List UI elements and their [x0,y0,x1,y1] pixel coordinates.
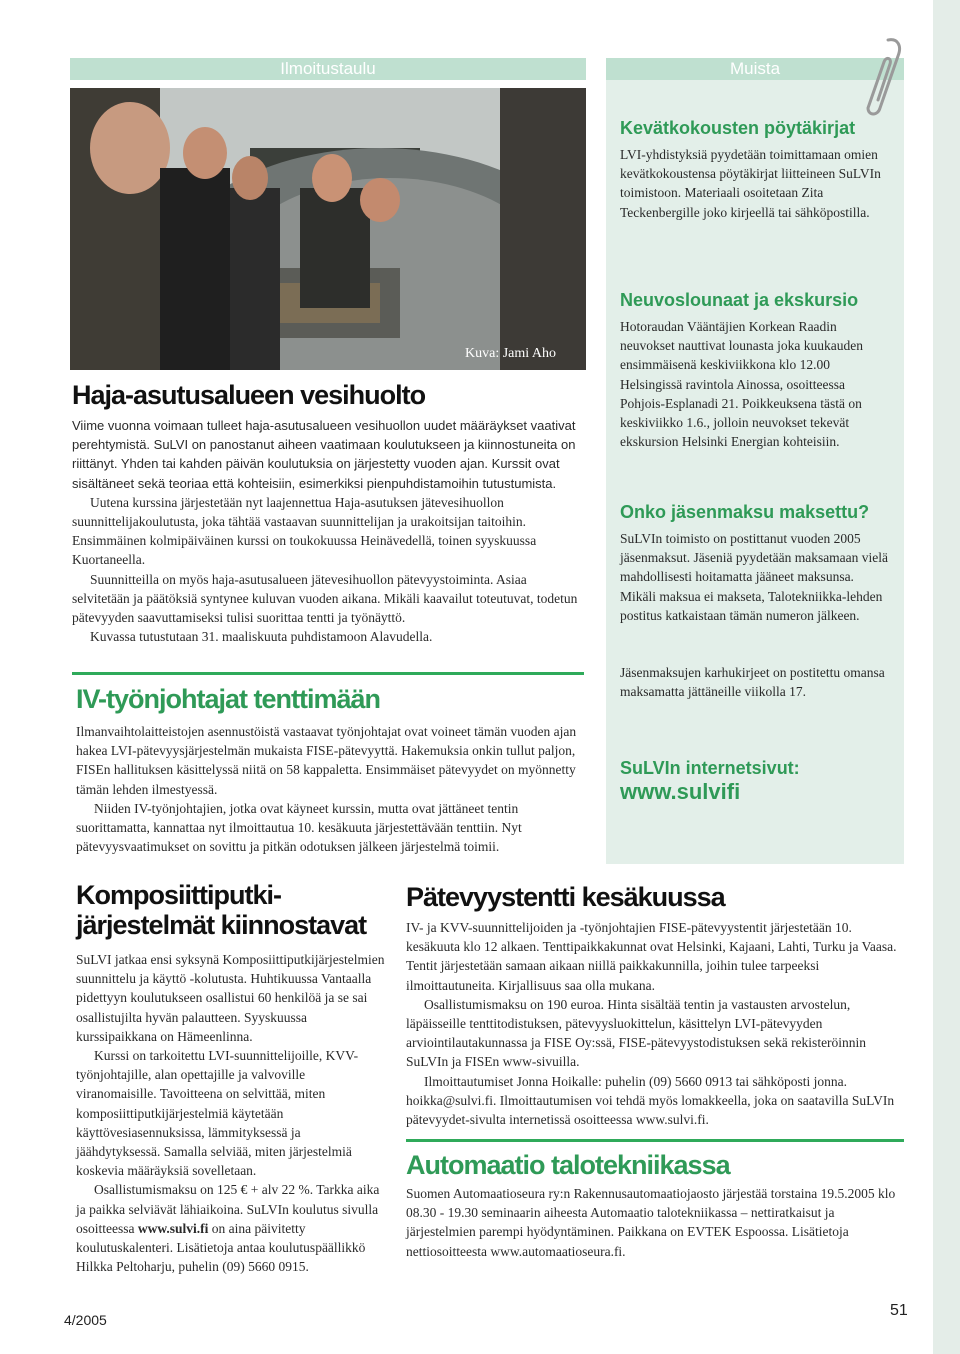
article-paragraph: Niiden IV-työnjohtajien, jotka ovat käyneet kurssin, mutta ovat jättäneet tentin suorittamatta, kannattaa nyt ilmoittautua 10. kesäkuuta järjestettävään tenttiin. Nyt pätevyysvaatimukset on sovittu ja pitkän odotuksen jälkeen järjestelmä toimii. [76,800,522,855]
article-text: on aina päivitetty koulutuskalenteri. Lisätietoja antaa koulutuspäällikkö Hilkka Peltoharju, puhelin (09) 5660 0915. [76,1220,366,1275]
article-paragraph: Suunnitteilla on myös haja-asutusalueen jätevesihuollon pätevyystoiminta. Asiaa selvitetään ja päätöksiä syntynee kuluvan vuoden aikana. Mikäli kaavailut toteutuvat, todetun pätevyyden saavuttamiseksi tulisi suorittaa tentti ja työnäyttö. [72,571,578,626]
article-paragraph: Ilmanvaihtolaitteistojen asennustöistä vastaavat työnjohtajat ovat voineet tämän vuoden ajan hakea LVI-pätevyysjärjestelmän mukaista FISE-pätevyyttä. Hakemuksia onkin tullut paljon, FISEn hallituksen käsittelyssä niitä on 58 kappaletta. Ensimmäiset pätevyydet on myönnetty tämän lehden ilmestyessä. [76,724,577,797]
article-title: Haja-asutusalueen vesihuolto [72,380,426,410]
article-komposiittiputki [76,880,386,1276]
paperclip-icon [858,34,906,120]
photo-image [70,88,586,370]
sidebar-note-title: Onko jäsenmaksu maksettu? [620,502,870,522]
article-title: Automaatio talotekniikassa [406,1150,730,1180]
sidebar-note-body-2: Jäsenmaksujen karhukirjeet on postitettu omansa maksamatta jättäneille viikolla 17. [620,665,885,700]
section-divider [406,1139,904,1142]
article-paragraph: Osallistumismaksu on 190 euroa. Hinta sisältää tentin ja vastausten arvostelun, läpäisseille tenttitodistuksen, pätevyysluokittelun, käsittelyn LVI-pätevyyden arviointilautakunnassa ja FISE Oy:ssä, FISE-pätevyystodistuksen sekä rekisteröinnin SuLVIn ja FISEn www-sivuilla. [406,996,867,1070]
article-paragraph [76,1180,386,1276]
sidebar-note-body: LVI-yhdistyksiä pyydetään toimittamaan omien kevätkokoustensa pöytäkirjat liitteineen SuLVIn toimistoon. Materiaali osoitetaan Zita Teckenbergille joko kirjeellä tai sähköpostilla. [620,147,881,220]
article-paragraph: Kuvassa tutustutaan 31. maaliskuuta puhdistamoon Alavudella. [90,629,433,645]
sidebar-note-title: Neuvoslounaat ja ekskursio [620,290,859,310]
article-title: Pätevyystentti kesäkuussa [406,882,725,912]
section-header-ilmoitustaulu [70,58,586,80]
article-intro: Viime vuonna voimaan tulleet haja-asutusalueen vesihuollon uudet määräykset vaativat perehtymistä. SuLVI on panostanut aiheen vaatimaan koulutukseen ja kiinnostuneita on riittänyt. Yhden tai kahden päivän koulutuksia on järjestetty vuoden ajan. Kurssit ovat sisältäneet sekä teoriaa että kohteisiin, esimerkiksi pienpuhdistamoihin tutustumista. [72,418,576,491]
page-edge-strip [933,0,960,1354]
sidebar-header-label: Muista [606,58,904,80]
web-url-link[interactable]: www.sulvifi [620,779,741,804]
sidebar-muista [606,58,904,864]
photo-puhdistamo [70,88,586,370]
section-header-label: Ilmoitustaulu [280,59,376,78]
article-paragraph: Ilmoittautumiset Jonna Hoikalle: puhelin (09) 5660 0913 tai sähköposti jonna. hoikka@sulvi.fi. Ilmoittautumisen voi tehdä myös lomakkeella, joka on saatavilla SuLVIn pätevyydet-sivulta internetissä osoitteessa www.sulvi.fi. [406,1073,895,1128]
issue-number: 4/2005 [64,1312,107,1328]
article-paragraph: Uutena kurssina järjestetään nyt laajennettua Haja-asutuksen jätevesihuollon suunnittelijakoulutusta, joka tähtää vastaavan suunnittelijan ja urakoitsijan taitoihin. Ensimmäinen kolmipäiväinen kurssi on toukokuussa Heinävedellä, toinen syyskuussa Kuortaneella. [72,494,537,568]
sulvi-link[interactable]: www.sulvi.fi [137,1220,209,1236]
sidebar-note-body: SuLVIn toimisto on postittanut vuoden 2005 jäsenmaksut. Jäseniä pyydetään maksamaan vielä mahdollisesti hoitamatta jääneet maksunsa. Mikäli maksua ei makseta, Talotekniikka-lehden postitus katkaistaan tämän numeron jälkeen. [620,531,889,623]
article-paragraph: IV- ja KVV-suunnittelijoiden ja -työnjohtajien FISE-pätevyystentit järjestetään 10. kesäkuuta klo 12 alkaen. Tenttipaikkakunnat ovat Helsinki, Kajaani, Lahti, Turku ja Vaasa. Tentit järjestetään samaan aikaan niillä paikkakunnilla, joihin tulee tarpeeksi ilmoittautuneita. Kirjallisuus saa olla mukana. [406,920,897,993]
photo-credit: Kuva: Jami Aho [465,346,556,361]
article-iv-tyonjohtajat [76,684,586,856]
sidebar-note-body: Hotoraudan Vääntäjien Korkean Raadin neuvokset nauttivat lounasta joka kuukauden ensimmäisenä keskiviikkona klo 12.00 Helsingissä ravintola Ainossa, osoitteessa Pohjois-Esplanadi 21. Poikkeuksena tästä on keskiviikko 1.6., jolloin neuvokset tekevät ekskursion Helsinki Energian kohteisiin. [620,319,863,450]
web-label: SuLVIn internetsivut: [620,758,800,778]
article-patevyystentti [406,882,904,1129]
article-paragraph: Suomen Automaatioseura ry:n Rakennusautomaatiojaosto järjestää torstaina 19.5.2005 klo 08.30 - 19.30 seminaarin aiheesta Automaatio talotekniikassa – nettiratkaisut ja järjestelmien parempi hyödyntäminen. Paikkana on EVTEK Espoossa. Lisätietoja nettiosoitteesta www.automaatioseura.fi. [406,1186,896,1259]
page-number: 51 [890,1302,908,1319]
article-automaatio [406,1150,904,1261]
sidebar-note-jasenmaksu [620,502,892,701]
article-paragraph: Kurssi on tarkoitettu LVI-suunnittelijoille, KVV-työnjohtajille, alan opettajille ja valvoville viranomaisille. Tavoitteena on selvittää, miten komposiittiputkijärjestelmiä käytetään käyttövesiasennuksissa, lämmityksessä ja jäähdytyksessä. Samalla selviää, miten järjestelmiä koskevia määräyksiä sovelletaan. [76,1048,359,1179]
article-title-line2: järjestelmät kiinnostavat [76,910,367,940]
article-haja-asutus [72,380,584,646]
article-paragraph: SuLVI jatkaa ensi syksynä Komposiittiputkijärjestelmien suunnittelu ja käyttö -kolutusta. Huhtikuussa Vantaalla pidettyyn koulutukseen osallistui 60 henkilöä ja se sai osallistujilta hyvän palautteen. Syyskuussa kurssipaikkana on Hämeenlinna. [76,952,385,1044]
article-title: IV-työnjohtajat tenttimään [76,684,381,714]
sidebar-note-poytakirjat [620,118,892,222]
sidebar-note-title: Kevätkokousten pöytäkirjat [620,118,856,138]
article-title-line1: Komposiittiputki- [76,880,281,910]
sidebar-web-link [620,758,892,805]
sidebar-note-neuvoslounaat [620,290,892,451]
section-divider [72,672,584,675]
article-text: Osallistumismaksu on 125 € + alv 22 %. Tarkka aika ja paikka selviävät lähiaikoina. SuLVIn koulutus sivulla osoitteessa [76,1182,380,1236]
